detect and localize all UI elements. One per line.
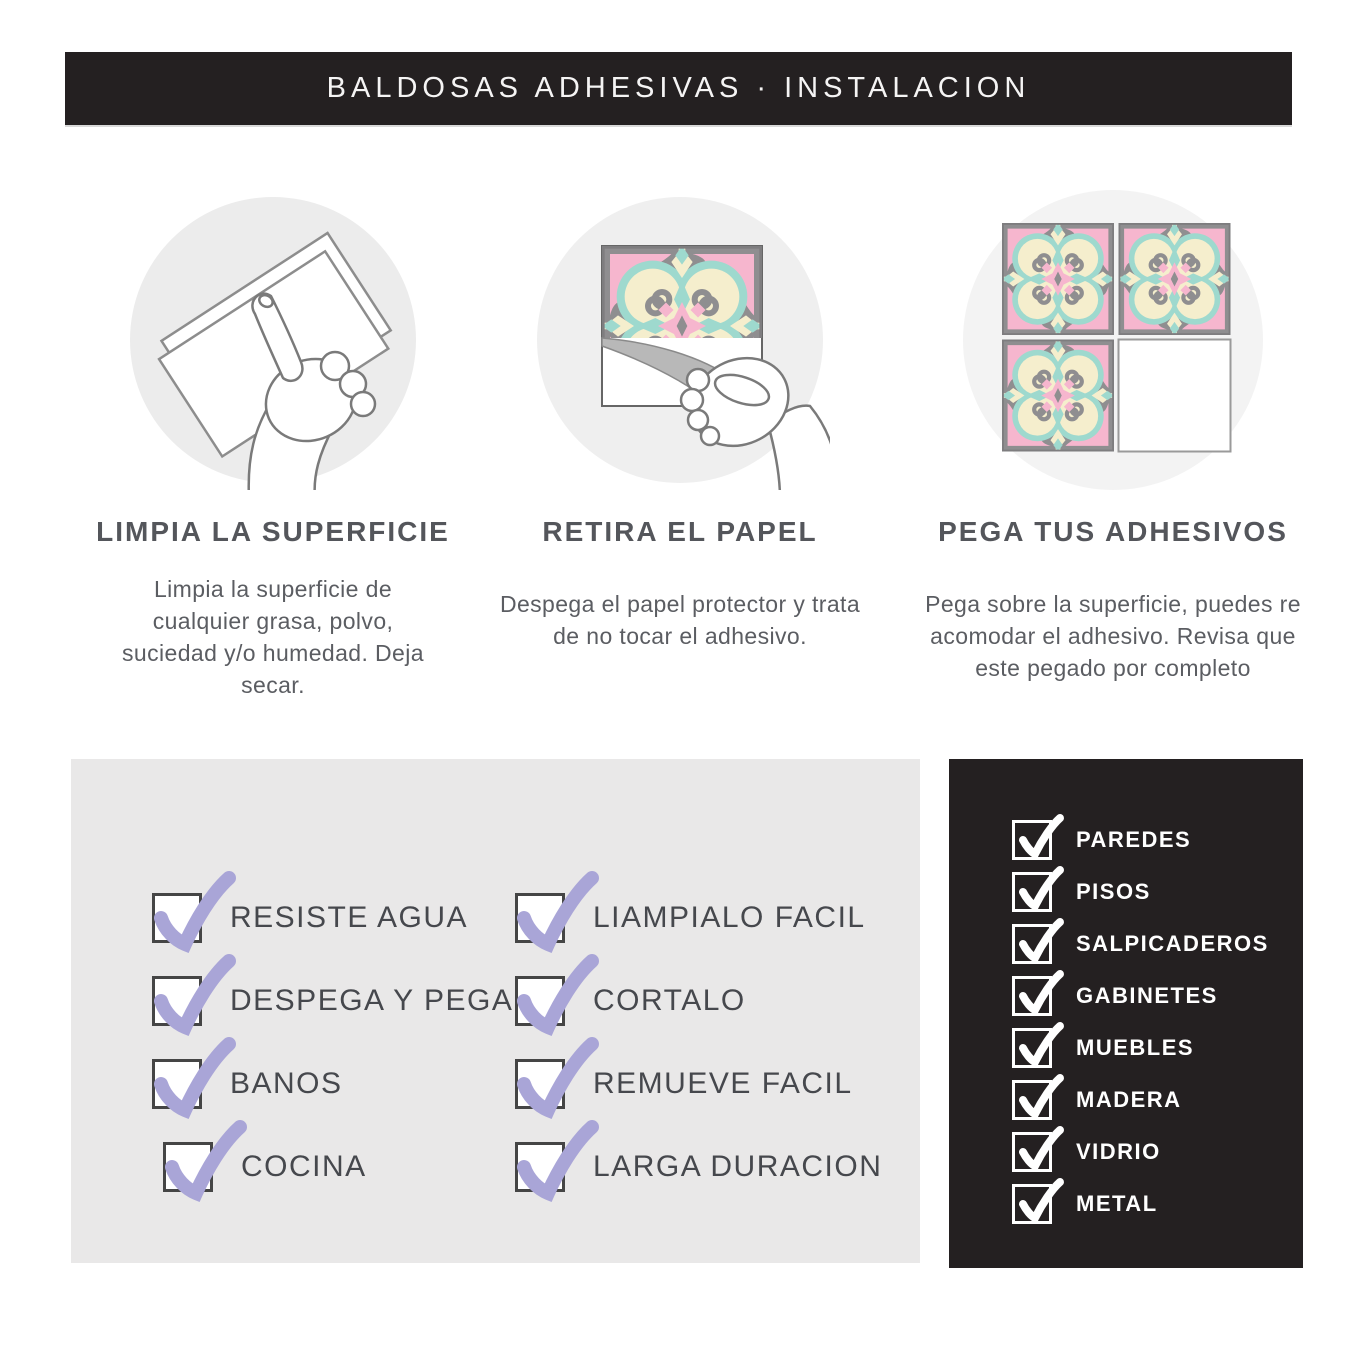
checkbox-checked-icon	[163, 1142, 213, 1192]
step-1-title: LIMPIA LA SUPERFICIE	[96, 516, 450, 547]
surface-label: PAREDES	[1076, 827, 1192, 852]
page-title: BALDOSAS ADHESIVAS · INSTALACION	[326, 72, 1031, 104]
checkbox-checked-icon	[1012, 1184, 1052, 1224]
surface-label: PISOS	[1076, 879, 1151, 904]
checkbox-checked-icon	[1012, 872, 1052, 912]
checkbox-checked-icon	[515, 976, 565, 1026]
step-3-description: Pega sobre la superficie, puedes re acomodar el adhesivo. Revisa que este pegado por completo	[925, 591, 1301, 681]
header-bar	[65, 52, 1292, 125]
surface-row	[1012, 1028, 1194, 1068]
surface-row	[1012, 872, 1151, 912]
feature-label: COCINA	[241, 1150, 367, 1183]
feature-row	[515, 1059, 853, 1109]
surface-row	[1012, 820, 1191, 860]
checkbox-checked-icon	[515, 893, 565, 943]
feature-label: LIAMPIALO FACIL	[593, 901, 866, 934]
feature-label: CORTALO	[593, 984, 746, 1017]
feature-label: DESPEGA Y PEGA	[230, 984, 514, 1017]
feature-label: BANOS	[230, 1067, 343, 1100]
step-3-title: PEGA TUS ADHESIVOS	[938, 516, 1288, 547]
feature-row	[152, 893, 468, 943]
feature-row	[152, 976, 513, 1026]
surface-row	[1012, 1080, 1182, 1120]
feature-row	[515, 1142, 882, 1192]
surface-row	[1012, 976, 1218, 1016]
feature-row	[152, 1059, 343, 1109]
checkbox-checked-icon	[1012, 924, 1052, 964]
surface-label: SALPICADEROS	[1076, 931, 1269, 956]
feature-row	[515, 976, 746, 1026]
checkbox-checked-icon	[1012, 1080, 1052, 1120]
feature-label: RESISTE AGUA	[230, 901, 469, 934]
checkbox-checked-icon	[1012, 820, 1052, 860]
feature-row	[515, 893, 866, 943]
checkbox-checked-icon	[152, 1059, 202, 1109]
checkbox-checked-icon	[1012, 976, 1052, 1016]
surface-label: GABINETES	[1076, 983, 1218, 1008]
surface-label: METAL	[1076, 1191, 1158, 1216]
checkbox-checked-icon	[1012, 1132, 1052, 1172]
checkbox-checked-icon	[1012, 1028, 1052, 1068]
checkbox-checked-icon	[515, 1142, 565, 1192]
step-1-description: Limpia la superficie de cualquier grasa, polvo, suciedad y/o humedad. Deja secar.	[122, 576, 424, 698]
wipe-surface-illustration	[123, 190, 423, 490]
feature-label: LARGA DURACION	[593, 1150, 883, 1183]
peel-backing-illustration	[530, 190, 830, 490]
checkbox-checked-icon	[152, 976, 202, 1026]
step-2-description: Despega el papel protector y trata de no tocar el adhesivo.	[499, 591, 861, 649]
feature-label: REMUEVE FACIL	[593, 1067, 853, 1100]
surface-label: MADERA	[1076, 1087, 1182, 1112]
place-tiles-illustration	[933, 185, 1293, 495]
surface-row	[1012, 924, 1269, 964]
surface-row	[1012, 1184, 1158, 1224]
checkbox-checked-icon	[152, 893, 202, 943]
surface-label: MUEBLES	[1076, 1035, 1195, 1060]
feature-row	[163, 1142, 367, 1192]
surface-row	[1012, 1132, 1161, 1172]
surface-label: VIDRIO	[1076, 1139, 1161, 1164]
checkbox-checked-icon	[515, 1059, 565, 1109]
step-2-title: RETIRA EL PAPEL	[542, 516, 818, 547]
